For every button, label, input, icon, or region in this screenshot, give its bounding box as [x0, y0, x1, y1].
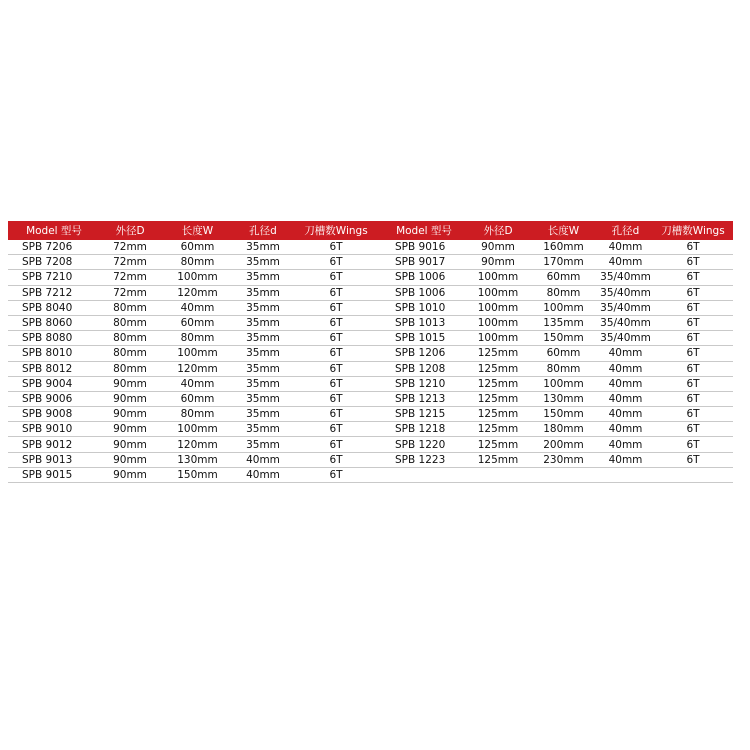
bore-cell: 35mm [235, 391, 291, 406]
table-body [8, 240, 733, 483]
outer-diameter-cell: 125mm [467, 346, 529, 361]
bore-cell: 40mm [598, 240, 653, 255]
model-cell: SPB 7212 [8, 285, 100, 300]
wings-cell: 6T [653, 346, 733, 361]
table-row [8, 285, 733, 300]
model-cell: SPB 1218 [381, 422, 467, 437]
outer-diameter-cell: 80mm [100, 346, 160, 361]
length-cell: 170mm [529, 255, 598, 270]
bore-cell: 35mm [235, 437, 291, 452]
bore-cell: 40mm [598, 346, 653, 361]
outer-diameter-cell: 125mm [467, 361, 529, 376]
length-cell: 60mm [529, 270, 598, 285]
bore-cell: 35/40mm [598, 331, 653, 346]
length-cell: 135mm [529, 315, 598, 330]
length-cell: 100mm [160, 422, 235, 437]
outer-diameter-cell: 80mm [100, 331, 160, 346]
model-cell: SPB 8060 [8, 315, 100, 330]
header-bore-2: 孔径d [611, 225, 640, 237]
outer-diameter-cell: 100mm [467, 315, 529, 330]
wings-cell: 6T [291, 467, 381, 482]
model-cell: SPB 9016 [381, 240, 467, 255]
wings-cell: 6T [291, 422, 381, 437]
table-row [8, 315, 733, 330]
length-cell: 160mm [529, 240, 598, 255]
header-bore: 孔径d [249, 225, 277, 237]
length-cell: 80mm [160, 331, 235, 346]
length-cell: 150mm [160, 467, 235, 482]
wings-cell: 6T [653, 452, 733, 467]
bore-cell: 35mm [235, 376, 291, 391]
wings-cell: 6T [291, 376, 381, 391]
model-cell: SPB 7210 [8, 270, 100, 285]
length-cell: 230mm [529, 452, 598, 467]
wings-cell: 6T [291, 361, 381, 376]
model-cell: SPB 1213 [381, 391, 467, 406]
length-cell: 180mm [529, 422, 598, 437]
wings-cell: 6T [653, 407, 733, 422]
outer-diameter-cell: 72mm [100, 270, 160, 285]
wings-cell: 6T [653, 315, 733, 330]
model-cell: SPB 1220 [381, 437, 467, 452]
model-cell: SPB 9012 [8, 437, 100, 452]
bore-cell: 35mm [235, 407, 291, 422]
outer-diameter-cell: 125mm [467, 391, 529, 406]
empty-cell [598, 467, 653, 482]
wings-cell: 6T [291, 240, 381, 255]
header-length-2: 长度W [547, 225, 580, 237]
model-cell: SPB 1015 [381, 331, 467, 346]
bore-cell: 35mm [235, 346, 291, 361]
bore-cell: 35mm [235, 285, 291, 300]
length-cell: 60mm [160, 391, 235, 406]
model-cell: SPB 9010 [8, 422, 100, 437]
length-cell: 100mm [529, 376, 598, 391]
model-cell: SPB 9017 [381, 255, 467, 270]
wings-cell: 6T [291, 452, 381, 467]
model-cell: SPB 1013 [381, 315, 467, 330]
table-row [8, 452, 733, 467]
model-cell: SPB 9013 [8, 452, 100, 467]
model-cell: SPB 9015 [8, 467, 100, 482]
wings-cell: 6T [291, 391, 381, 406]
model-cell: SPB 8080 [8, 331, 100, 346]
length-cell: 60mm [160, 315, 235, 330]
length-cell: 120mm [160, 437, 235, 452]
bore-cell: 35mm [235, 422, 291, 437]
wings-cell: 6T [291, 285, 381, 300]
length-cell: 40mm [160, 300, 235, 315]
table-row [8, 300, 733, 315]
table-row [8, 467, 733, 482]
table-row [8, 407, 733, 422]
model-cell: SPB 8040 [8, 300, 100, 315]
length-cell: 80mm [160, 255, 235, 270]
model-cell: SPB 1010 [381, 300, 467, 315]
outer-diameter-cell: 90mm [100, 407, 160, 422]
length-cell: 60mm [529, 346, 598, 361]
bore-cell: 35mm [235, 331, 291, 346]
outer-diameter-cell: 80mm [100, 315, 160, 330]
outer-diameter-cell: 100mm [467, 331, 529, 346]
model-cell: SPB 1006 [381, 285, 467, 300]
table-row [8, 422, 733, 437]
outer-diameter-cell: 90mm [100, 452, 160, 467]
bore-cell: 40mm [598, 376, 653, 391]
outer-diameter-cell: 125mm [467, 407, 529, 422]
bore-cell: 40mm [598, 361, 653, 376]
model-cell: SPB 7208 [8, 255, 100, 270]
wings-cell: 6T [653, 240, 733, 255]
outer-diameter-cell: 80mm [100, 300, 160, 315]
bore-cell: 40mm [598, 407, 653, 422]
table-row [8, 437, 733, 452]
wings-cell: 6T [291, 270, 381, 285]
length-cell: 150mm [529, 331, 598, 346]
length-cell: 150mm [529, 407, 598, 422]
table-row [8, 240, 733, 255]
length-cell: 130mm [160, 452, 235, 467]
bore-cell: 40mm [598, 437, 653, 452]
length-cell: 200mm [529, 437, 598, 452]
outer-diameter-cell: 90mm [100, 391, 160, 406]
length-cell: 120mm [160, 285, 235, 300]
header-model-2: Model 型号 [396, 225, 452, 237]
header-row [8, 221, 733, 240]
wings-cell: 6T [291, 331, 381, 346]
empty-cell [653, 467, 733, 482]
outer-diameter-cell: 125mm [467, 437, 529, 452]
wings-cell: 6T [291, 255, 381, 270]
bore-cell: 40mm [235, 452, 291, 467]
bore-cell: 35mm [235, 255, 291, 270]
model-cell: SPB 1208 [381, 361, 467, 376]
bore-cell: 35mm [235, 315, 291, 330]
bore-cell: 35mm [235, 361, 291, 376]
wings-cell: 6T [653, 376, 733, 391]
length-cell: 100mm [160, 270, 235, 285]
table-row [8, 376, 733, 391]
length-cell: 60mm [160, 240, 235, 255]
outer-diameter-cell: 80mm [100, 361, 160, 376]
bore-cell: 40mm [598, 255, 653, 270]
wings-cell: 6T [653, 361, 733, 376]
wings-cell: 6T [291, 407, 381, 422]
length-cell: 100mm [529, 300, 598, 315]
wings-cell: 6T [653, 270, 733, 285]
empty-cell [467, 467, 529, 482]
outer-diameter-cell: 90mm [100, 437, 160, 452]
model-cell: SPB 1210 [381, 376, 467, 391]
bore-cell: 40mm [598, 422, 653, 437]
header-outer-diameter-2: 外径D [483, 225, 513, 237]
model-cell: SPB 8010 [8, 346, 100, 361]
table-row [8, 270, 733, 285]
bore-cell: 35/40mm [598, 285, 653, 300]
model-cell: SPB 9006 [8, 391, 100, 406]
length-cell: 120mm [160, 361, 235, 376]
bore-cell: 40mm [598, 391, 653, 406]
wings-cell: 6T [291, 437, 381, 452]
header-model: Model 型号 [26, 225, 82, 237]
outer-diameter-cell: 100mm [467, 300, 529, 315]
bore-cell: 35/40mm [598, 315, 653, 330]
bore-cell: 35mm [235, 240, 291, 255]
model-cell: SPB 1006 [381, 270, 467, 285]
bore-cell: 35/40mm [598, 270, 653, 285]
wings-cell: 6T [653, 285, 733, 300]
length-cell: 80mm [160, 407, 235, 422]
table-row [8, 346, 733, 361]
spec-table [8, 221, 733, 483]
header-outer-diameter: 外径D [115, 225, 145, 237]
outer-diameter-cell: 90mm [100, 467, 160, 482]
length-cell: 130mm [529, 391, 598, 406]
table-row [8, 361, 733, 376]
empty-cell [381, 467, 467, 482]
table-row [8, 331, 733, 346]
wings-cell: 6T [653, 255, 733, 270]
outer-diameter-cell: 100mm [467, 285, 529, 300]
length-cell: 100mm [160, 346, 235, 361]
bore-cell: 35mm [235, 300, 291, 315]
outer-diameter-cell: 90mm [100, 422, 160, 437]
model-cell: SPB 1215 [381, 407, 467, 422]
bore-cell: 35/40mm [598, 300, 653, 315]
outer-diameter-cell: 90mm [467, 255, 529, 270]
bore-cell: 35mm [235, 270, 291, 285]
outer-diameter-cell: 72mm [100, 255, 160, 270]
outer-diameter-cell: 90mm [467, 240, 529, 255]
header-wings-2: 刀槽数Wings [661, 225, 725, 237]
outer-diameter-cell: 100mm [467, 270, 529, 285]
model-cell: SPB 8012 [8, 361, 100, 376]
outer-diameter-cell: 72mm [100, 285, 160, 300]
outer-diameter-cell: 90mm [100, 376, 160, 391]
wings-cell: 6T [291, 300, 381, 315]
bore-cell: 40mm [235, 467, 291, 482]
outer-diameter-cell: 72mm [100, 240, 160, 255]
model-cell: SPB 1223 [381, 452, 467, 467]
model-cell: SPB 9004 [8, 376, 100, 391]
table-row [8, 391, 733, 406]
wings-cell: 6T [653, 331, 733, 346]
model-cell: SPB 1206 [381, 346, 467, 361]
length-cell: 80mm [529, 285, 598, 300]
wings-cell: 6T [653, 422, 733, 437]
length-cell: 80mm [529, 361, 598, 376]
wings-cell: 6T [653, 391, 733, 406]
length-cell: 40mm [160, 376, 235, 391]
outer-diameter-cell: 125mm [467, 376, 529, 391]
model-cell: SPB 9008 [8, 407, 100, 422]
outer-diameter-cell: 125mm [467, 422, 529, 437]
bore-cell: 40mm [598, 452, 653, 467]
header-wings: 刀槽数Wings [304, 225, 368, 237]
header-length: 长度W [181, 225, 214, 237]
table-row [8, 255, 733, 270]
wings-cell: 6T [291, 315, 381, 330]
table-header [8, 221, 733, 240]
empty-cell [529, 467, 598, 482]
wings-cell: 6T [291, 346, 381, 361]
wings-cell: 6T [653, 437, 733, 452]
wings-cell: 6T [653, 300, 733, 315]
model-cell: SPB 7206 [8, 240, 100, 255]
outer-diameter-cell: 125mm [467, 452, 529, 467]
